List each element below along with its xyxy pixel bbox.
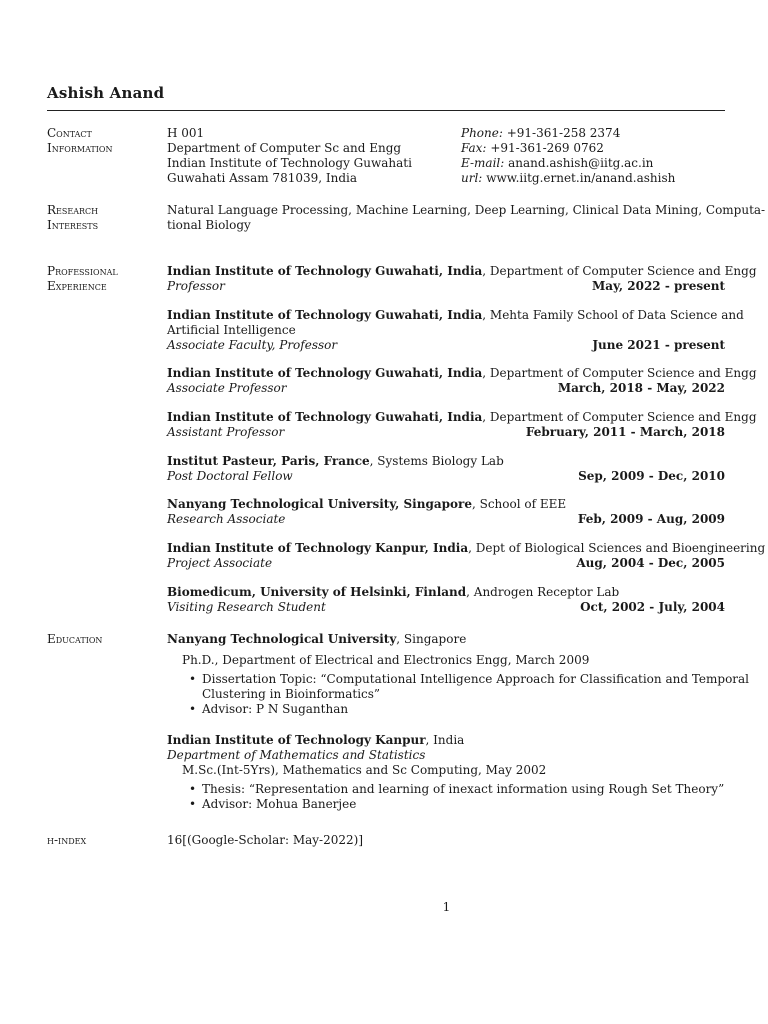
contact-section-label: Contact Information: [47, 126, 113, 155]
hindex-value: 16[(Google-Scholar: May-2022)]: [167, 833, 364, 847]
job-org: Indian Institute of Technology Guwahati, India: [167, 410, 483, 424]
address-line: Department of Computer Sc and Engg: [167, 141, 402, 155]
job-dept: , Department of Computer Science and Engg: [482, 366, 757, 380]
job-role: Post Doctoral Fellow: [167, 469, 293, 483]
job-org: Indian Institute of Technology Guwahati, India: [167, 264, 483, 278]
job-role: Visiting Research Student: [167, 600, 326, 614]
job-entry: [167, 410, 757, 440]
job-entry: [167, 264, 757, 294]
email-row: E-mail: anand.ashish@iitg.ac.in: [461, 156, 654, 170]
research-section-label: Research Interests: [47, 203, 99, 232]
education-section-label: Education: [47, 632, 103, 646]
phone-row: Phone: +91-361-258 2374: [461, 126, 621, 140]
job-dept: , Mehta Family School of Data Science and: [482, 308, 744, 322]
job-dept: , School of EEE: [471, 497, 567, 511]
job-dates: Oct, 2002 - July, 2004: [580, 600, 725, 614]
job-dept-cont: Artificial Intelligence: [167, 323, 296, 337]
job-dates: Feb, 2009 - Aug, 2009: [577, 512, 725, 526]
job-role: Assistant Professor: [167, 425, 285, 439]
job-dept: , Department of Computer Science and Engg: [482, 410, 757, 424]
address-line: Guwahati Assam 781039, India: [167, 171, 358, 185]
edu-bullet: • Thesis: “Representation and learning of inexact information using Rough Set Theory”: [182, 782, 725, 797]
address-line: H 001: [167, 126, 205, 140]
email-link[interactable]: anand.ashish@iitg.ac.in: [508, 156, 654, 170]
url-row: url: www.iitg.ernet.in/anand.ashish: [461, 171, 676, 185]
job-dates: June 2021 - present: [592, 338, 725, 352]
job-entry: [167, 366, 757, 396]
edu-bullet: • Dissertation Topic: “Computational Intelligence Approach for Classification and Temporal Clustering in Bioinformatics”: [182, 672, 725, 702]
edu-bullets: [167, 782, 725, 812]
page-number: 1: [442, 900, 451, 914]
header-rule: [47, 110, 725, 111]
job-org: Institut Pasteur, Paris, France: [167, 454, 370, 468]
job-org: Biomedicum, University of Helsinki, Finland: [167, 585, 467, 599]
edu-bullet: • Advisor: P N Suganthan: [182, 702, 725, 717]
job-dates: May, 2022 - present: [592, 279, 725, 293]
job-dates: February, 2011 - March, 2018: [525, 425, 725, 439]
edu-degree: Ph.D., Department of Electrical and Electronics Engg, March 2009: [182, 653, 590, 667]
job-entry: [167, 497, 725, 527]
job-dates: Sep, 2009 - Dec, 2010: [578, 469, 725, 483]
address-line: Indian Institute of Technology Guwahati: [167, 156, 412, 170]
job-dates: Aug, 2004 - Dec, 2005: [576, 556, 725, 570]
job-dept: , Department of Computer Science and Engg: [482, 264, 757, 278]
job-org: Indian Institute of Technology Guwahati, India: [167, 366, 483, 380]
edu-place: , Singapore: [396, 632, 467, 646]
research-interests: Natural Language Processing, Machine Learning, Deep Learning, Clinical Data Mining, Computa- tional Biology: [167, 203, 766, 232]
edu-place: , India: [425, 733, 465, 747]
hindex-section-label: h-index: [47, 833, 87, 847]
contact-details: [461, 126, 725, 186]
job-role: Associate Faculty, Professor: [167, 338, 338, 352]
education-ntu: [167, 632, 750, 717]
job-org: Nanyang Technological University, Singapore: [167, 497, 472, 511]
education-iitk: [167, 733, 725, 812]
edu-degree: M.Sc.(Int-5Yrs), Mathematics and Sc Computing, May 2002: [182, 763, 547, 777]
experience-section-label: Professional Experience: [47, 264, 118, 293]
job-role: Research Associate: [167, 512, 286, 526]
job-role: Associate Professor: [167, 381, 287, 395]
edu-org: Nanyang Technological University: [167, 632, 397, 646]
job-entry: [167, 308, 744, 353]
job-entry: [167, 585, 725, 615]
homepage-link[interactable]: www.iitg.ernet.in/anand.ashish: [486, 171, 676, 185]
edu-bullet: • Advisor: Mohua Banerjee: [182, 797, 725, 812]
edu-bullets: [167, 672, 750, 717]
job-entry: [167, 541, 766, 571]
job-entry: [167, 454, 725, 484]
job-dept: , Dept of Biological Sciences and Bioengineering: [468, 541, 766, 555]
job-org: Indian Institute of Technology Kanpur, India: [167, 541, 469, 555]
job-role: Project Associate: [167, 556, 273, 570]
phone-value: +91-361-258 2374: [506, 126, 621, 140]
job-dates: March, 2018 - May, 2022: [557, 381, 725, 395]
job-role: Professor: [167, 279, 225, 293]
fax-value: +91-361-269 0762: [490, 141, 604, 155]
fax-row: Fax: +91-361-269 0762: [461, 141, 604, 155]
cv-name: Ashish Anand: [47, 84, 165, 102]
job-org: Indian Institute of Technology Guwahati, India: [167, 308, 483, 322]
job-dept: , Systems Biology Lab: [369, 454, 504, 468]
edu-dept: Department of Mathematics and Statistics: [167, 748, 426, 762]
edu-org: Indian Institute of Technology Kanpur: [167, 733, 426, 747]
job-dept: , Androgen Receptor Lab: [466, 585, 620, 599]
